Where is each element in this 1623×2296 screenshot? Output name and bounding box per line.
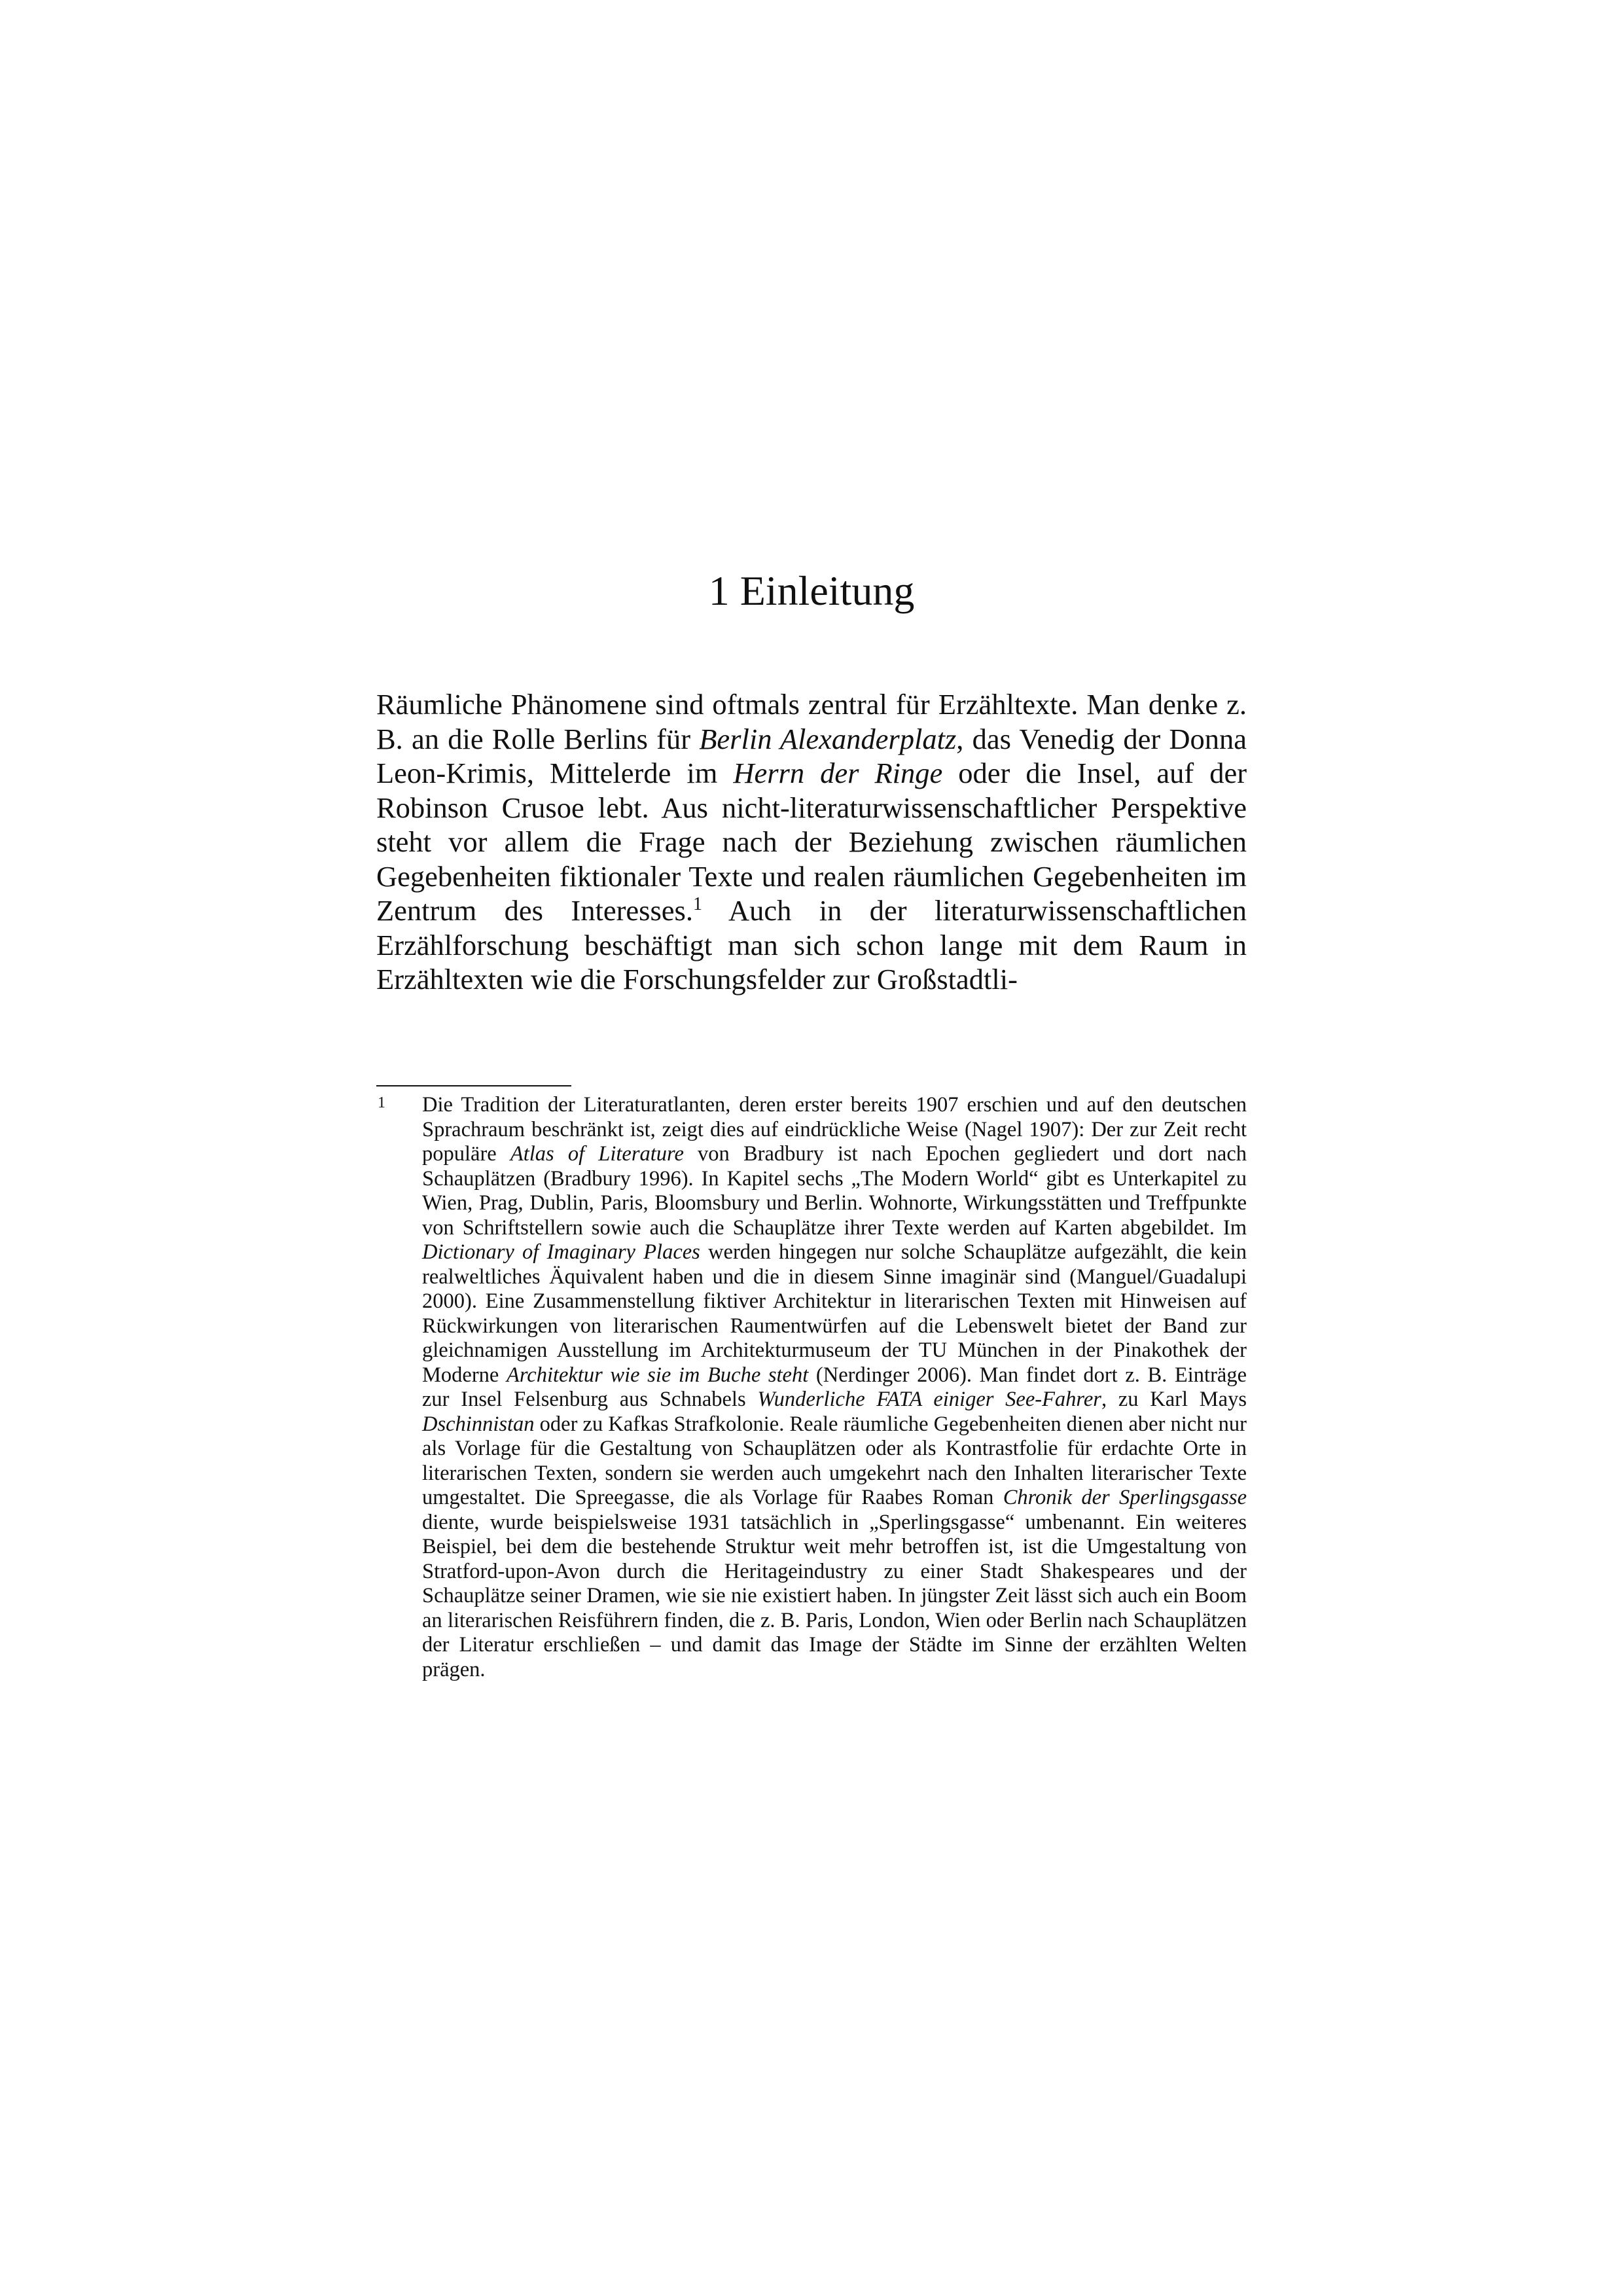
footnote-text-run: Die Tradition der Literaturatlanten, deren erster bereits 1907 erschien und auf den deutschen Sprachraum beschränkt ist, zeigt dies auf eindrückliche Weise (Nagel 1907): Der zur Zeit recht populäre (422, 1093, 1247, 1166)
footnote-text (422, 1093, 1247, 1682)
footnote-separator (376, 1085, 571, 1086)
footnote (376, 1093, 1247, 1682)
body-text-run: , das Venedig der Donna Leon-Krimis, Mittelerde im (376, 722, 1247, 789)
body-paragraph (376, 687, 1247, 997)
book-title-berlin-alexanderplatz: Berlin Alexanderplatz (699, 722, 957, 755)
footnote-reference[interactable]: 1 (692, 894, 702, 915)
body-text-run: Auch in der literaturwissenschaftlichen Erzählforschung beschäftigt man sich schon lange mit dem Raum in Erzähltexten wie die Forschungsfelder zur Großstadtli- (376, 894, 1247, 996)
footnote-text-run: oder zu Kafkas Strafkolonie. Reale räumliche Gegebenheiten dienen aber nicht nur als Vorlage für die Gestaltung von Schauplätzen oder als Kontrastfolie für erdachte Orte in literarischen Texten, sondern sie werden auch umgekehrt nach den Inhalten literarischer Texte umgestaltet. Die Spreegasse, die als Vorlage für Raabes Roman (422, 1412, 1247, 1509)
book-title-dschinnistan: Dschinnistan (422, 1412, 535, 1436)
book-title-dictionary-of-imaginary-places: Dictionary of Imaginary Places (422, 1240, 700, 1264)
chapter-title: 1 Einleitung (708, 567, 915, 614)
body-text-run: Räumliche Phänomene sind oftmals zentral für Erzähltexte. Man denke z. B. an die Rolle Berlins für (376, 688, 1247, 755)
footnote-text-run: werden hingegen nur solche Schauplätze aufgezählt, die kein realweltliches Äquivalent haben und die in diesem Sinne imaginär sind (Manguel/Guadalupi 2000). Eine Zusammenstellung fiktiver Architektur in literarischen Texten mit Hinweisen auf Rückwirkungen von literarischen Raumentwürfen auf die Lebenswelt bietet der Band zur gleichnamigen Ausstellung im Architekturmuseum der TU München in der Pinakothek der Moderne (422, 1240, 1247, 1387)
footnote-text-run: von Bradbury ist nach Epochen gegliedert und dort nach Schauplätzen (Bradbury 1996). In Kapitel sechs „The Modern World“ gibt es Unterkapitel zu Wien, Prag, Dublin, Paris, Bloomsbury und Berlin. Wohnorte, Wirkungsstätten und Treffpunkte von Schriftstellern sowie auch die Schauplätze ihrer Texte werden auf Karten abgebildet. Im (422, 1142, 1247, 1240)
footnote-text-run: diente, wurde beispielsweise 1931 tatsächlich in „Sperlingsgasse“ umbenannt. Ein weiteres Beispiel, bei dem die bestehende Struktur weit mehr betroffen ist, ist die Umgestaltung von Stratford-upon-Avon durch die Heritageindustry zu einer Stadt Shakespeares und der Schauplätze seiner Dramen, wie sie nie existiert haben. In jüngster Zeit lässt sich auch ein Boom an literarischen Reisführern finden, die z. B. Paris, London, Wien oder Berlin nach Schauplätzen der Literatur erschließen – und damit das Image der Städte im Sinne der erzählten Welten prägen. (422, 1510, 1247, 1681)
footnote-number: 1 (378, 1094, 385, 1111)
book-title-architektur: Architektur wie sie im Buche steht (506, 1363, 809, 1387)
book-title-atlas-of-literature: Atlas of Literature (510, 1142, 684, 1166)
book-title-herrn-der-ringe: Herrn der Ringe (733, 757, 943, 789)
footnote-text-run: , zu Karl Mays (1101, 1388, 1247, 1411)
book-title-chronik-der-sperlingsgasse: Chronik der Sperlingsgasse (1003, 1486, 1247, 1509)
book-title-wunderliche-fata: Wunderliche FATA einiger See-Fahrer (757, 1388, 1101, 1411)
body-text-run: oder die Insel, auf der Robinson Crusoe lebt. Aus nicht-literaturwissenschaftlicher Perspektive steht vor allem die Frage nach der Beziehung zwischen räumlichen Gegebenheiten fiktionaler Texte und realen räumlichen Gegebenheiten im Zentrum des Interesses. (376, 757, 1247, 927)
footnote-text-run: (Nerdinger 2006). Man findet dort z. B. Einträge zur Insel Felsenburg aus Schnabels (422, 1363, 1247, 1411)
